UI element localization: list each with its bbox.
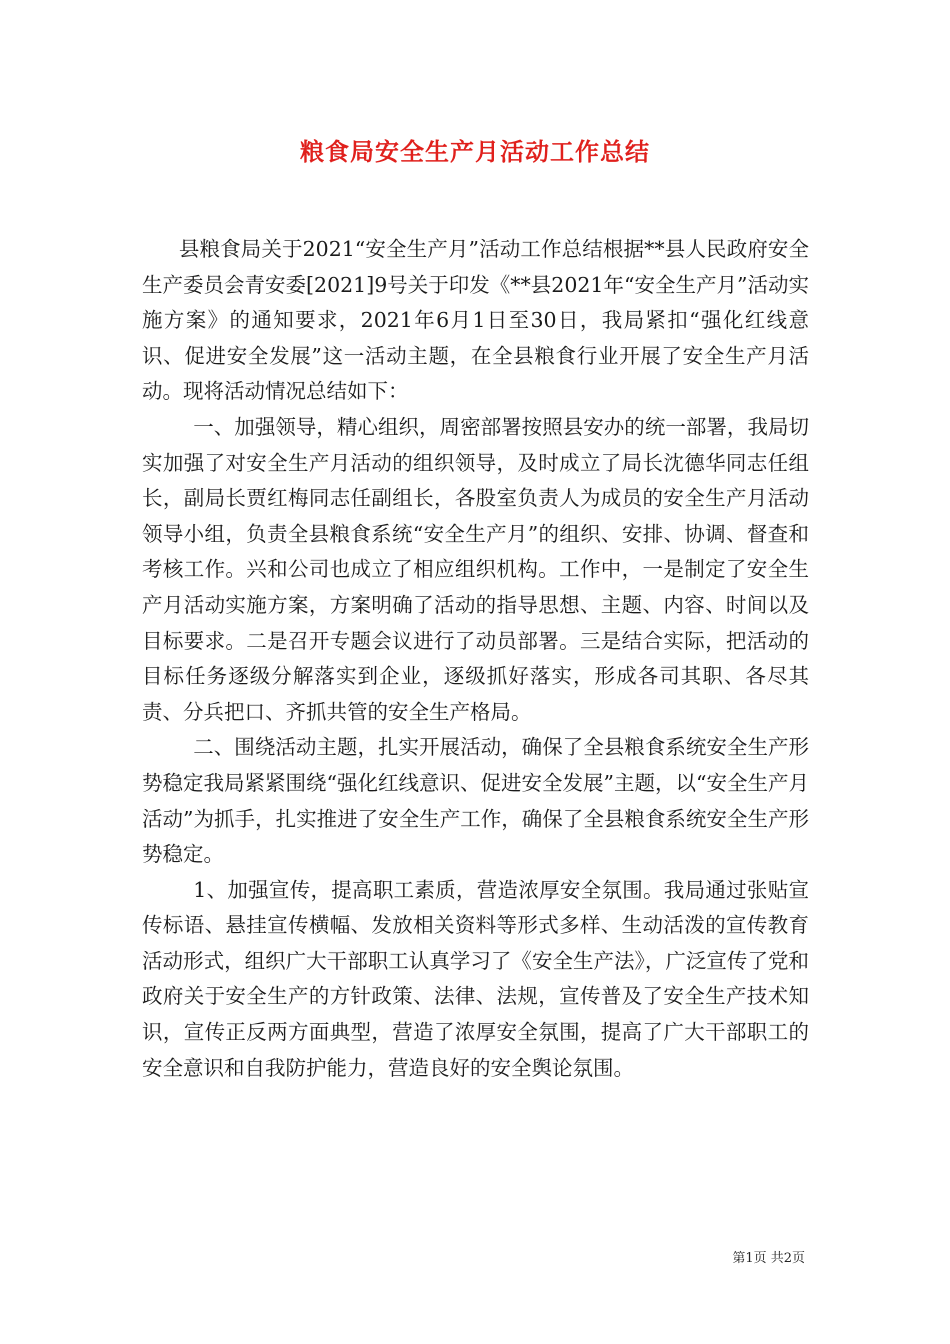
document-body	[142, 232, 809, 1086]
page-number: 第1页 共2页	[732, 1251, 805, 1266]
document-title: 粮食局安全生产月活动工作总结	[300, 138, 650, 166]
paragraph-section-2: 二、围绕活动主题，扎实开展活动，确保了全县粮食系统安全生产形势稳定我局紧紧围绕“强化红线意识、促进安全发展”主题，以“安全生产月活动”为抓手，扎实推进了安全生产工作，确保了全县粮食系统安全生产形势稳定。	[142, 735, 809, 867]
paragraph-intro: 县粮食局关于2021“安全生产月”活动工作总结根据**县人民政府安全生产委员会青安委[2021]9号关于印发《**县2021年“安全生产月”活动实施方案》的通知要求，2021年6月1日至30日，我局紧扣“强化红线意识、促进安全发展”这一活动主题，在全县粮食行业开展了安全生产月活动。现将活动情况总结如下：	[142, 237, 809, 404]
paragraph-section-1: 一、加强领导，精心组织，周密部署按照县安办的统一部署，我局切实加强了对安全生产月活动的组织领导，及时成立了局长沈德华同志任组长，副局长贾红梅同志任副组长，各股室负责人为成员的安全生产月活动领导小组，负责全县粮食系统“安全生产月”的组织、安排、协调、督查和考核工作。兴和公司也成立了相应组织机构。工作中，一是制定了安全生产月活动实施方案，方案明确了活动的指导思想、主题、内容、时间以及目标要求。二是召开专题会议进行了动员部署。三是结合实际，把活动的目标任务逐级分解落实到企业，逐级抓好落实，形成各司其职、各尽其责、分兵把口、齐抓共管的安全生产格局。	[142, 414, 809, 724]
paragraph-item-1: 1、加强宣传，提高职工素质，营造浓厚安全氛围。我局通过张贴宣传标语、悬挂宣传横幅、发放相关资料等形式多样、生动活泼的宣传教育活动形式，组织广大干部职工认真学习了《安全生产法》，广泛宣传了党和政府关于安全生产的方针政策、法律、法规，宣传普及了安全生产技术知识，宣传正反两方面典型，营造了浓厚安全氛围，提高了广大干部职工的安全意识和自我防护能力，营造良好的安全舆论氛围。	[142, 877, 809, 1080]
